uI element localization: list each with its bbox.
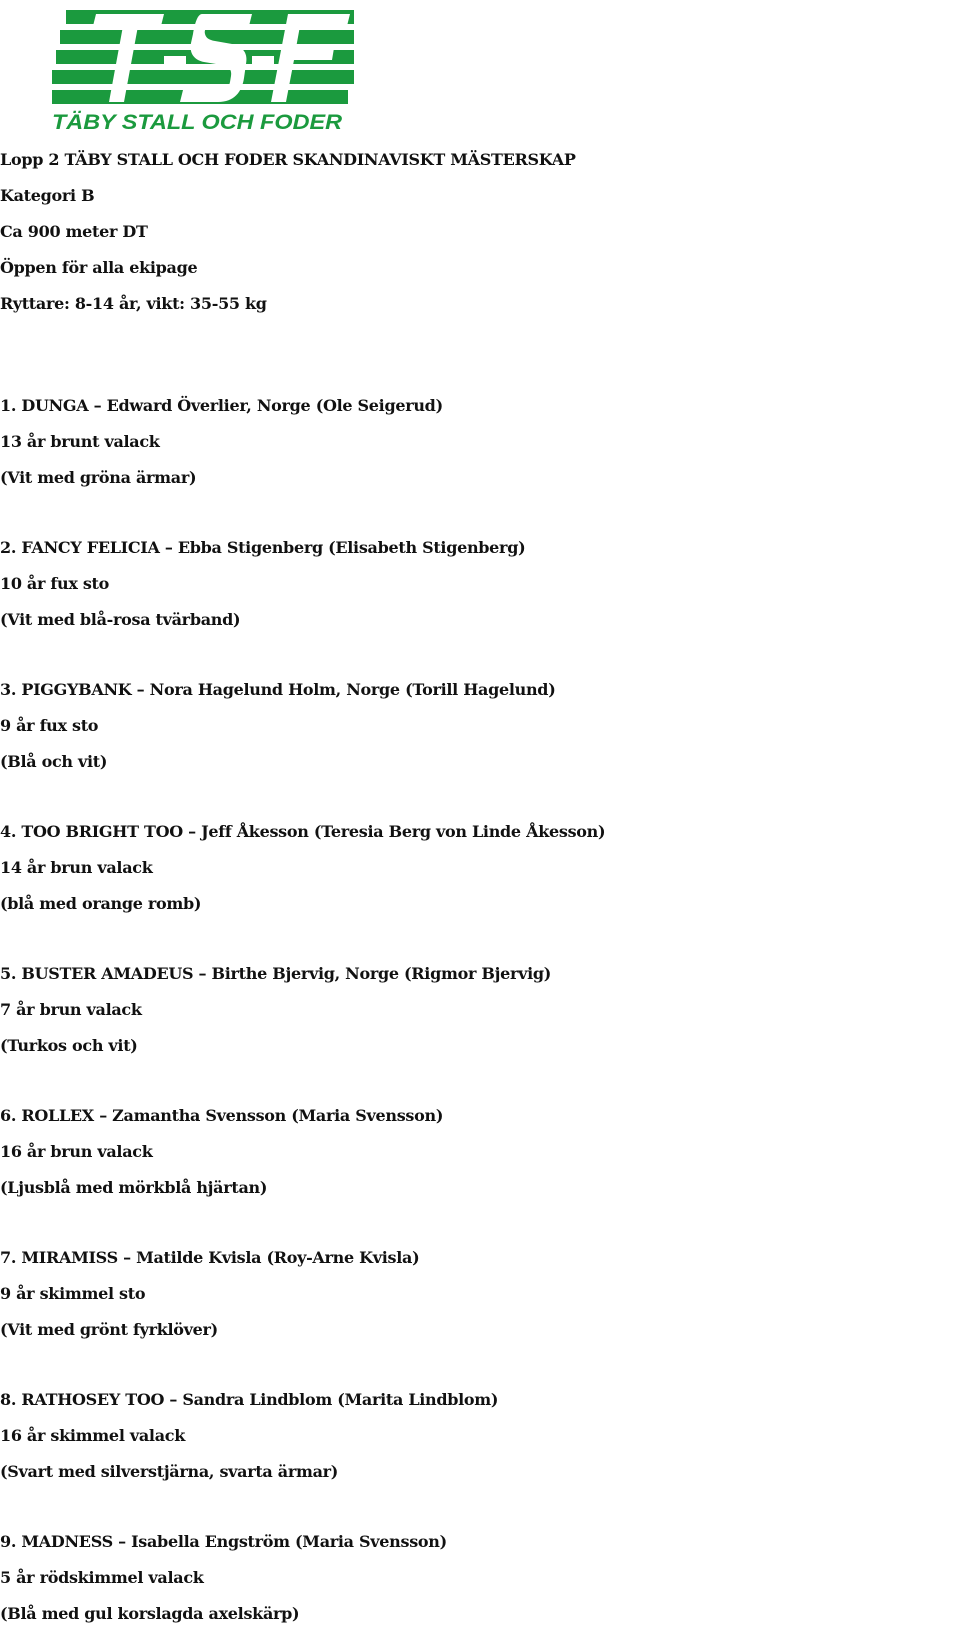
entry-title: 6. ROLLEX – Zamantha Svensson (Maria Svensson) — [0, 1106, 444, 1125]
entry-horse-info: 9 år fux sto — [0, 716, 99, 735]
entry-title: 8. RATHOSEY TOO – Sandra Lindblom (Marita Lindblom) — [0, 1390, 499, 1409]
logo-tagline: TÄBY STALL OCH FODER — [52, 111, 343, 134]
entry-title: 4. TOO BRIGHT TOO – Jeff Åkesson (Teresia Berg von Linde Åkesson) — [0, 822, 606, 841]
race-program — [0, 142, 960, 1632]
entry-title: 5. BUSTER AMADEUS – Birthe Bjervig, Norge (Rigmor Bjervig) — [0, 964, 552, 983]
entry-horse-info: 5 år rödskimmel valack — [0, 1568, 204, 1587]
entry-horse-info: 9 år skimmel sto — [0, 1284, 146, 1303]
entry-horse-info: 14 år brun valack — [0, 858, 153, 877]
race-distance: Ca 900 meter DT — [0, 222, 148, 241]
entry-horse-info: 13 år brunt valack — [0, 432, 160, 451]
entry-title: 9. MADNESS – Isabella Engström (Maria Svensson) — [0, 1532, 447, 1551]
entry-item — [0, 956, 960, 1064]
race-eligibility: Öppen för alla ekipage — [0, 258, 198, 277]
entry-item — [0, 1098, 960, 1206]
entry-colors: (Vit med gröna ärmar) — [0, 468, 197, 487]
entry-colors: (Vit med grönt fyrklöver) — [0, 1320, 218, 1339]
entry-colors: (Ljusblå med mörkblå hjärtan) — [0, 1178, 268, 1197]
entry-horse-info: 16 år skimmel valack — [0, 1426, 186, 1445]
entry-item — [0, 1524, 960, 1632]
entry-colors: (blå med orange romb) — [0, 894, 202, 913]
entry-item — [0, 1240, 960, 1348]
entry-item — [0, 672, 960, 780]
entry-title: 1. DUNGA – Edward Överlier, Norge (Ole Seigerud) — [0, 396, 443, 415]
entry-colors: (Turkos och vit) — [0, 1036, 138, 1055]
entry-title: 2. FANCY FELICIA – Ebba Stigenberg (Elisabeth Stigenberg) — [0, 538, 526, 557]
entry-item — [0, 388, 960, 496]
entry-title: 7. MIRAMISS – Matilde Kvisla (Roy-Arne Kvisla) — [0, 1248, 420, 1267]
race-header — [0, 142, 960, 322]
entry-item — [0, 1382, 960, 1490]
entry-horse-info: 16 år brun valack — [0, 1142, 153, 1161]
entry-horse-info: 7 år brun valack — [0, 1000, 142, 1019]
entry-colors: (Blå och vit) — [0, 752, 108, 771]
tsf-logo-graphic — [52, 8, 358, 136]
race-category: Kategori B — [0, 186, 95, 205]
entry-colors: (Vit med blå-rosa tvärband) — [0, 610, 241, 629]
race-rider-requirements: Ryttare: 8-14 år, vikt: 35-55 kg — [0, 294, 267, 313]
entry-list — [0, 388, 960, 1632]
entry-item — [0, 530, 960, 638]
entry-colors: (Blå med gul korslagda axelskärp) — [0, 1604, 300, 1623]
race-title: Lopp 2 TÄBY STALL OCH FODER SKANDINAVISKT MÄSTERSKAP — [0, 150, 576, 169]
entry-item — [0, 814, 960, 922]
entry-horse-info: 10 år fux sto — [0, 574, 109, 593]
entry-title: 3. PIGGYBANK – Nora Hagelund Holm, Norge (Torill Hagelund) — [0, 680, 556, 699]
entry-colors: (Svart med silverstjärna, svarta ärmar) — [0, 1462, 339, 1481]
tsf-logo — [52, 8, 358, 136]
